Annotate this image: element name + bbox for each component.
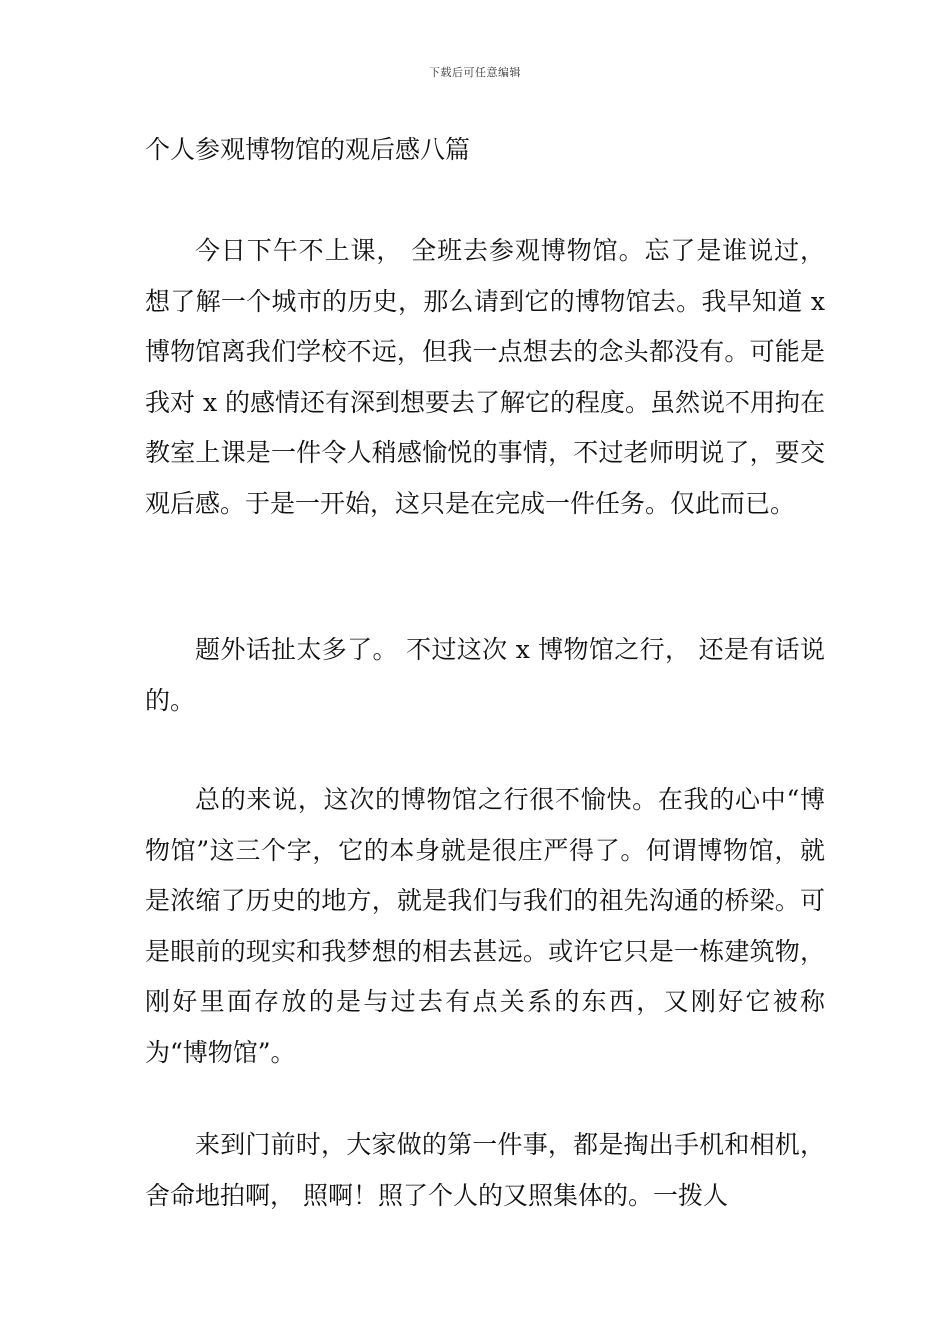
document-title: 个人参观博物馆的观后感八篇 — [145, 135, 471, 164]
paragraph-3: 总的来说，这次的博物馆之行很不愉快。在我的心中“博物馆”这三个字，它的本身就是很庄严得了。何谓博物馆，就是浓缩了历史的地方，就是我们与我们的祖先沟通的桥梁。可是眼前的现实和我梦想的相去甚远。或许它只是一栋建筑物，刚好里面存放的是与过去有点关系的东西，又刚好它被称为“博物馆”。 — [145, 785, 825, 1067]
paragraph-1: 今日下午不上课， 全班去参观博物馆。忘了是谁说过，想了解一个城市的历史，那么请到它的博物馆去。我早知道 x 博物馆离我们学校不远，但我一点想去的念头都没有。可能是我对 x 的感情还有深到想要去了解它的程度。虽然说不用拘在教室上课是一件令人稍感愉悦的事情，不过老师明说了，要交观后感。于是一开始，这只是在完成一件任务。仅此而已。 — [145, 236, 825, 518]
paragraph-2: 题外话扯太多了。 不过这次 x 博物馆之行， 还是有话说的。 — [145, 635, 825, 715]
header-note: 下载后可任意编辑 — [429, 66, 521, 79]
paragraph-4: 来到门前时，大家做的第一件事，都是掏出手机和相机，舍命地拍啊， 照啊！照了个人的又照集体的。一拨人 — [145, 1130, 825, 1210]
